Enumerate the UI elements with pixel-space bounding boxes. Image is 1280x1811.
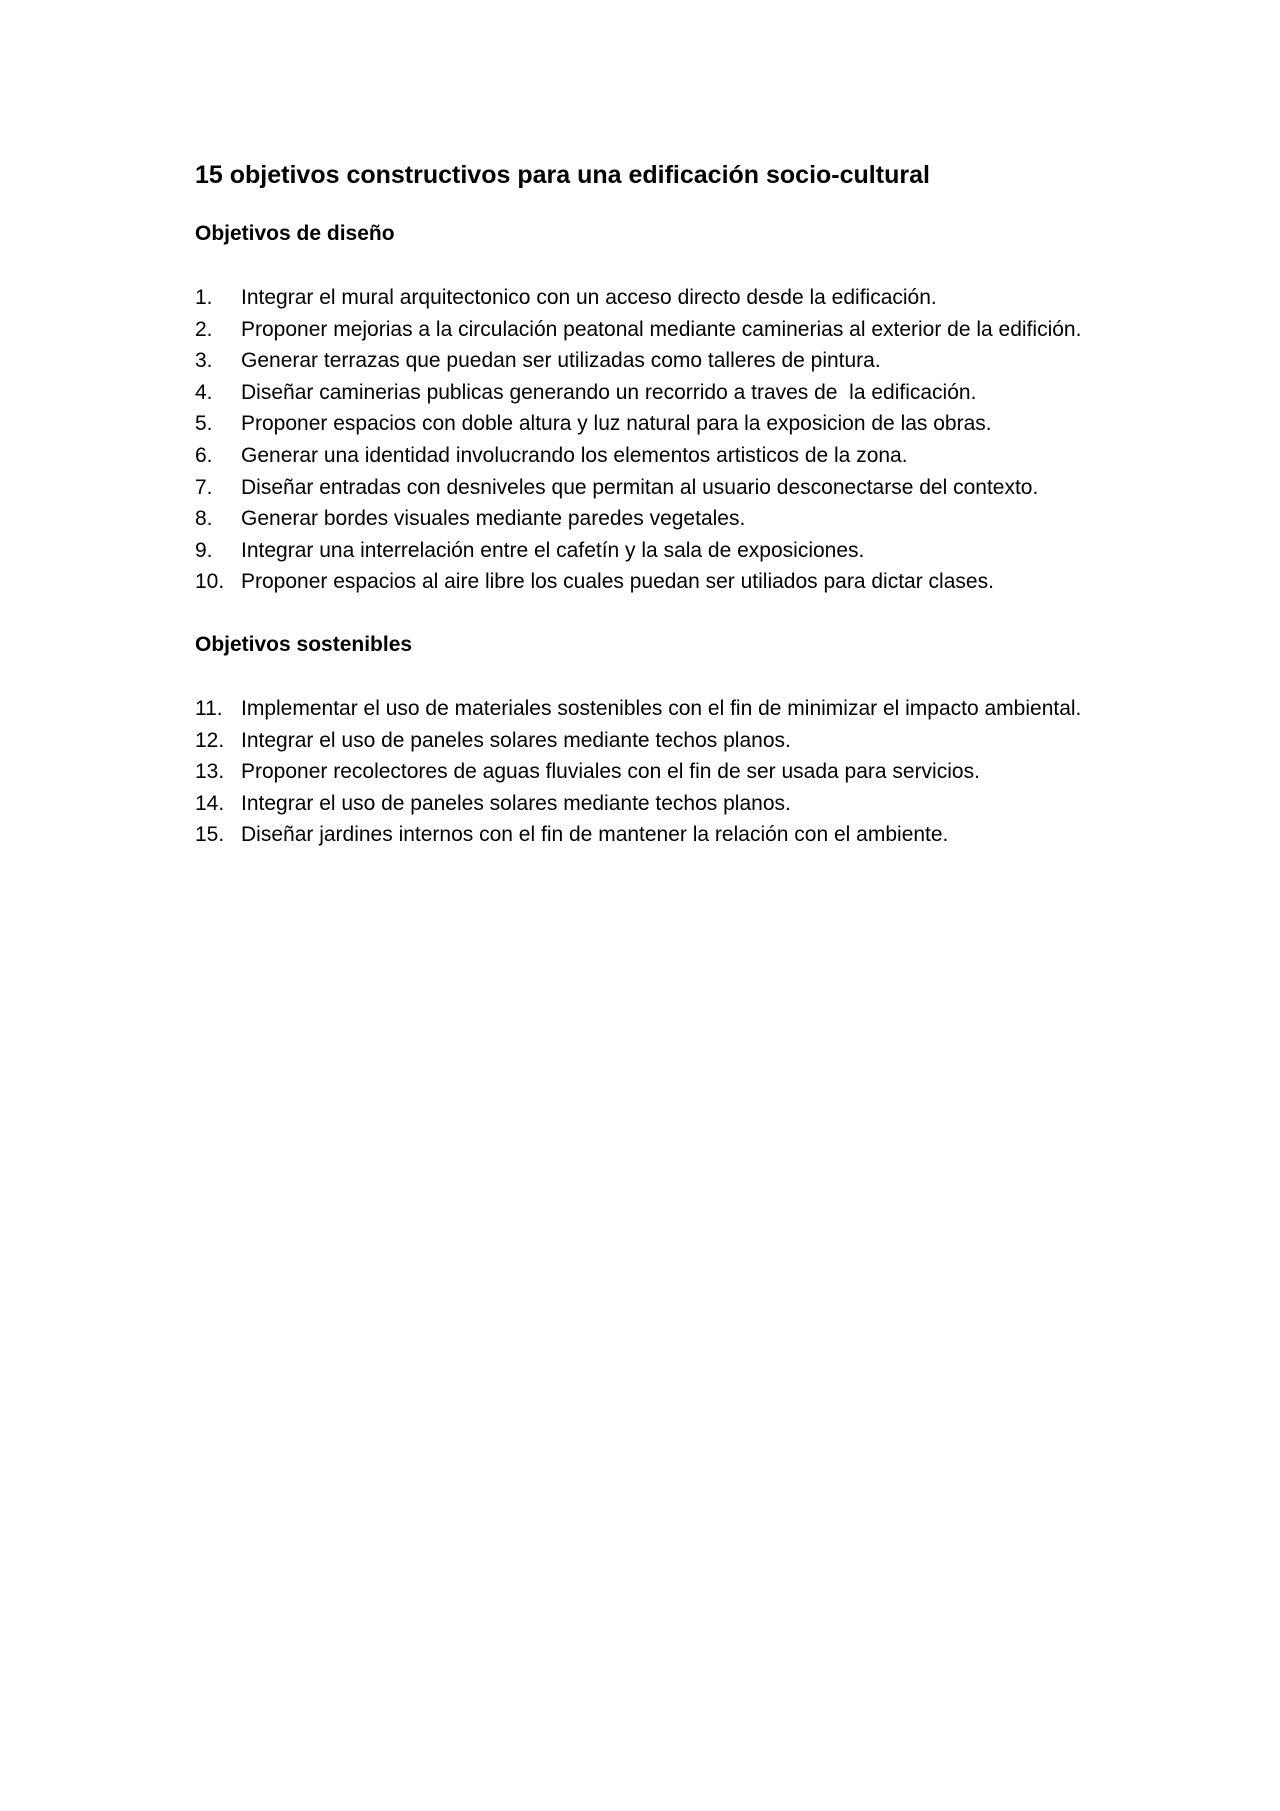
item-text: Generar terrazas que puedan ser utilizadas como talleres de pintura.	[241, 349, 881, 373]
item-number: 6.	[195, 443, 213, 467]
item-number: 12.	[195, 728, 225, 752]
design-objectives-list	[195, 282, 1095, 598]
list-item	[195, 725, 1095, 757]
item-text: Integrar una interrelación entre el cafetín y la sala de exposiciones.	[241, 538, 865, 562]
item-text: Proponer espacios al aire libre los cuales puedan ser utiliados para dictar clases.	[241, 570, 994, 594]
item-number: 15.	[195, 823, 225, 847]
item-text: Diseñar entradas con desniveles que permitan al usuario desconectarse del contexto.	[241, 475, 1039, 499]
item-number: 11.	[195, 696, 223, 720]
list-item	[195, 788, 1095, 820]
item-text: Diseñar caminerias publicas generando un recorrido a traves de la edificación.	[241, 380, 977, 404]
item-number: 8.	[195, 507, 213, 531]
item-number: 7.	[195, 475, 213, 499]
item-number: 3.	[195, 349, 213, 373]
item-text: Integrar el mural arquitectonico con un acceso directo desde la edificación.	[241, 286, 937, 309]
section-heading-design: Objetivos de diseño	[195, 222, 395, 245]
section-heading-sustainable: Objetivos sostenibles	[195, 632, 413, 656]
list-item	[195, 535, 1095, 567]
list-item	[195, 282, 1095, 314]
list-item	[195, 440, 1095, 472]
item-text: Generar una identidad involucrando los elementos artisticos de la zona.	[241, 443, 908, 467]
list-item	[195, 345, 1095, 377]
item-number: 13.	[195, 760, 225, 784]
sustainable-objectives-list	[195, 693, 1095, 851]
list-item	[195, 819, 1095, 851]
item-number: 5.	[195, 412, 213, 436]
item-number: 4.	[195, 380, 213, 404]
list-item	[195, 472, 1095, 504]
list-item	[195, 503, 1095, 535]
item-number: 2.	[195, 317, 213, 341]
list-item	[195, 314, 1095, 346]
item-number: 1.	[195, 286, 213, 309]
document-body	[195, 157, 1095, 851]
item-number: 9.	[195, 538, 213, 562]
item-number: 10.	[195, 570, 225, 594]
item-text: Integrar el uso de paneles solares mediante techos planos.	[241, 791, 791, 815]
item-text: Proponer recolectores de aguas fluviales con el fin de ser usada para servicios.	[241, 760, 980, 784]
list-item	[195, 756, 1095, 788]
list-item	[195, 566, 1095, 598]
item-text: Implementar el uso de materiales sostenibles con el fin de minimizar el impacto ambiental.	[241, 696, 1082, 720]
item-text: Proponer mejorias a la circulación peatonal mediante caminerias al exterior de la edifición.	[241, 317, 1082, 341]
item-text: Diseñar jardines internos con el fin de mantener la relación con el ambiente.	[241, 823, 949, 847]
item-text: Proponer espacios con doble altura y luz natural para la exposicion de las obras.	[241, 412, 992, 436]
list-item	[195, 377, 1095, 409]
item-text: Integrar el uso de paneles solares mediante techos planos.	[241, 728, 791, 752]
document-title: 15 objetivos constructivos para una edificación socio-cultural	[195, 161, 930, 189]
item-text: Generar bordes visuales mediante paredes vegetales.	[241, 507, 746, 531]
list-item	[195, 408, 1095, 440]
list-item	[195, 693, 1095, 725]
item-number: 14.	[195, 791, 225, 815]
